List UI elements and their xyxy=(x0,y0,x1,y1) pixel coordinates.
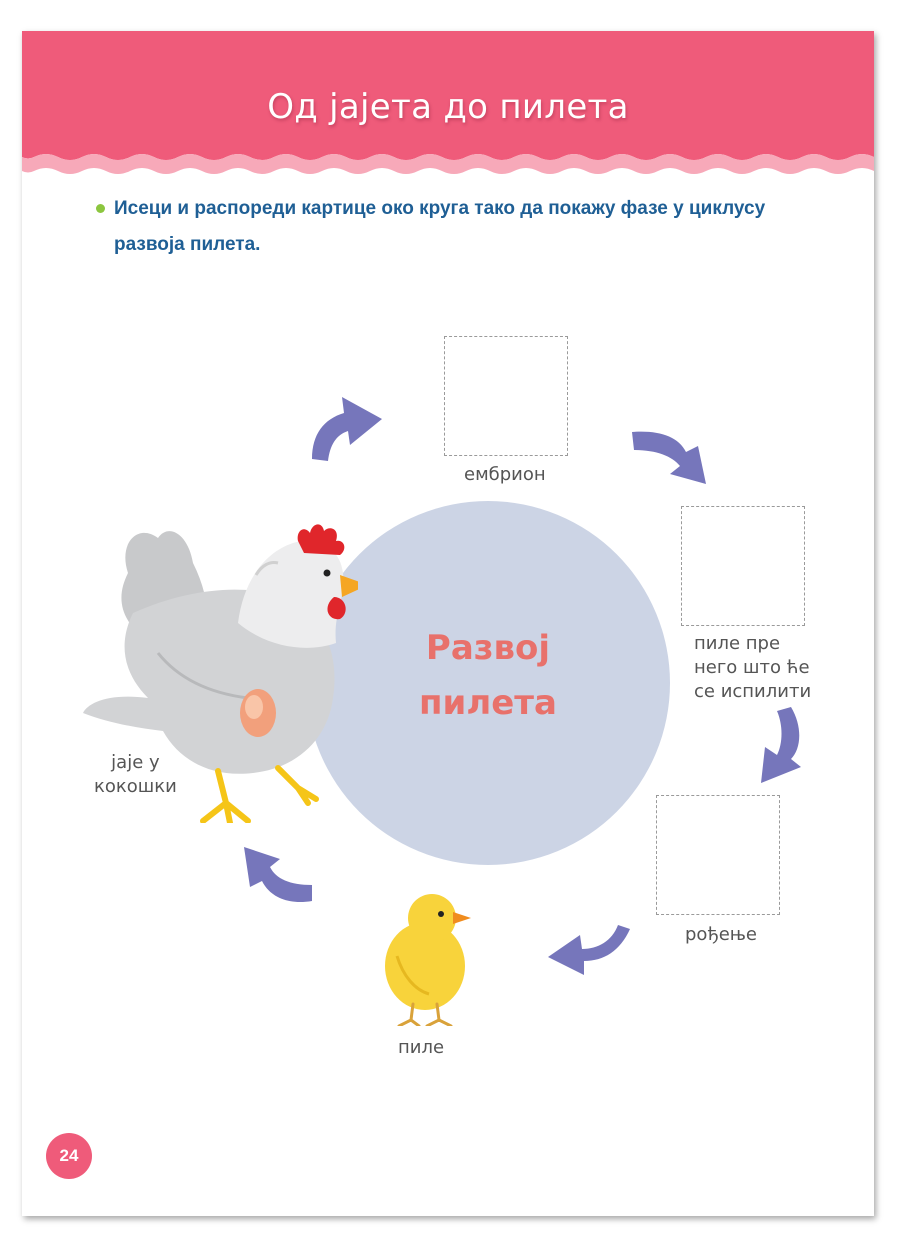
page-title: Од јајета до пилета xyxy=(267,87,629,127)
stage-label-embryo: ембрион xyxy=(464,464,546,485)
card-slot-before-hatch[interactable] xyxy=(681,506,805,626)
worksheet-page xyxy=(22,31,874,1216)
stage-label-before-hatch-line2: него што ће xyxy=(694,657,810,678)
stage-label-egg-line1: јаје у xyxy=(111,752,160,773)
cycle-center-title-line1: Развој xyxy=(425,628,551,668)
stage-label-chick: пиле xyxy=(398,1037,445,1058)
cycle-arrow-1-icon xyxy=(304,389,394,469)
stage-label-before-hatch xyxy=(694,632,811,704)
stage-label-egg-line2: кокошки xyxy=(94,776,177,797)
hen-illustration xyxy=(78,503,358,823)
cycle-arrow-4-icon xyxy=(546,921,636,986)
stage-label-hatching: рођење xyxy=(685,924,758,945)
cycle-arrow-3-icon xyxy=(755,703,815,793)
page-header xyxy=(22,31,874,196)
instruction-text: Исеци и распореди картице око круга тако да покажу фазе у циклусу развоја пилета. xyxy=(114,198,766,255)
cycle-arrow-2-icon xyxy=(628,424,718,494)
card-slot-hatching[interactable] xyxy=(656,795,780,915)
cycle-center-title xyxy=(306,621,670,731)
stage-label-before-hatch-line1: пиле пре xyxy=(694,633,781,654)
cycle-arrow-5-icon xyxy=(236,843,316,913)
instruction-bullet-icon xyxy=(96,204,105,213)
page-number-badge: 24 xyxy=(46,1133,92,1179)
chick-illustration xyxy=(377,886,477,1026)
card-slot-embryo[interactable] xyxy=(444,336,568,456)
stage-label-before-hatch-line3: се испилити xyxy=(694,681,812,702)
cycle-center-title-line2: пилета xyxy=(419,683,557,723)
